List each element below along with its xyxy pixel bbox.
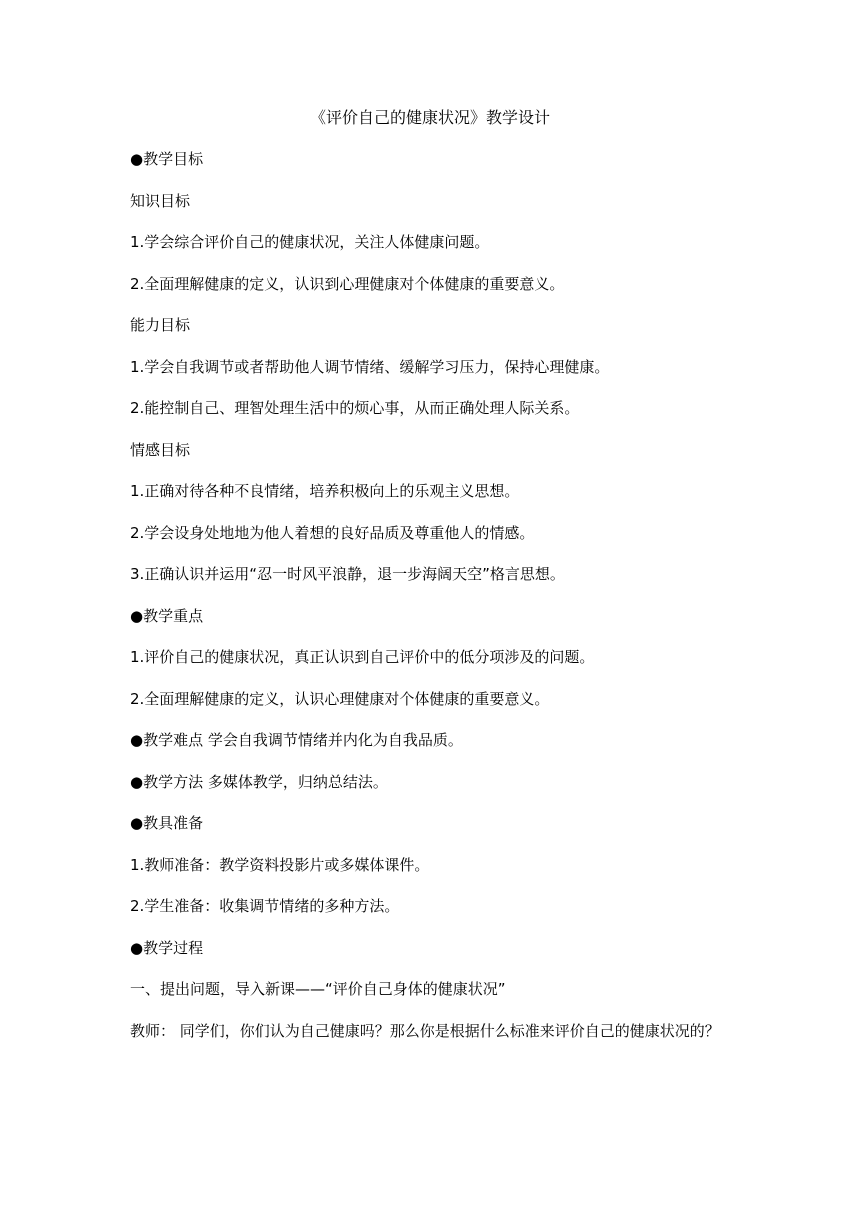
subheading-knowledge-objectives: 知识目标 bbox=[130, 191, 191, 210]
list-item: 2.全面理解健康的定义，认识心理健康对个体健康的重要意义。 bbox=[130, 689, 550, 708]
subheading-step-one: 一、提出问题，导入新课——“评价自己身体的健康状况” bbox=[130, 980, 506, 998]
list-item: 3.正确认识并运用“忍一时风平浪静，退一步海阔天空”格言思想。 bbox=[130, 565, 565, 583]
subheading-emotional-objectives: 情感目标 bbox=[130, 440, 191, 459]
list-item: 1.教师准备：教学资料投影片或多媒体课件。 bbox=[130, 855, 430, 874]
list-item: 1.学会综合评价自己的健康状况，关注人体健康问题。 bbox=[130, 233, 490, 251]
list-item: 2.能控制自己、理智处理生活中的烦心事，从而正确处理人际关系。 bbox=[130, 399, 580, 417]
list-item: 2.全面理解健康的定义，认识到心理健康对个体健康的重要意义。 bbox=[130, 274, 565, 293]
list-item: 1.正确对待各种不良情绪，培养积极向上的乐观主义思想。 bbox=[130, 482, 520, 500]
section-heading-methods: ●教学方法 多媒体教学，归纳总结法。 bbox=[130, 772, 388, 791]
teacher-dialogue: 教师： 同学们，你们认为自己健康吗？那么你是根据什么标准来评价自己的健康状况的？ bbox=[130, 1021, 720, 1040]
section-heading-process: ●教学过程 bbox=[130, 938, 204, 957]
section-heading-objectives: ●教学目标 bbox=[130, 150, 204, 168]
subheading-ability-objectives: 能力目标 bbox=[130, 316, 191, 334]
list-item: 1.学会自我调节或者帮助他人调节情绪、缓解学习压力，保持心理健康。 bbox=[130, 357, 610, 376]
document-body bbox=[130, 147, 742, 1060]
list-item: 1.评价自己的健康状况，真正认识到自己评价中的低分项涉及的问题。 bbox=[130, 648, 595, 666]
list-item: 2.学生准备：收集调节情绪的多种方法。 bbox=[130, 897, 400, 915]
document-title: 《评价自己的健康状况》教学设计 bbox=[309, 108, 550, 127]
list-item: 2.学会设身处地地为他人着想的良好品质及尊重他人的情感。 bbox=[130, 523, 535, 542]
section-heading-key-points: ●教学重点 bbox=[130, 606, 204, 625]
section-heading-difficulties: ●教学难点 学会自我调节情绪并内化为自我品质。 bbox=[130, 731, 463, 749]
section-heading-materials: ●教具准备 bbox=[130, 814, 204, 832]
